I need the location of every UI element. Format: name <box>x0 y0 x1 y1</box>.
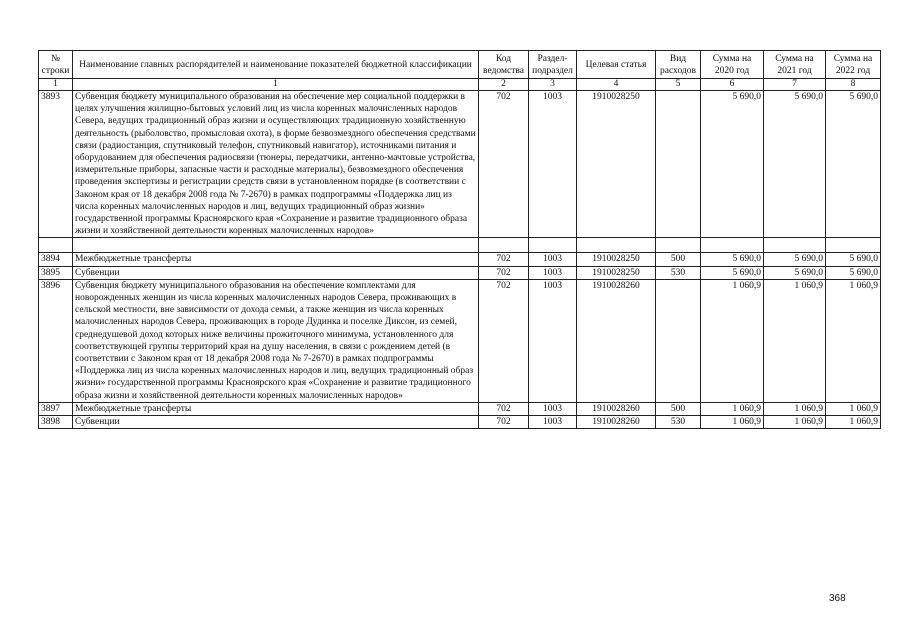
row-name: Субвенции <box>73 416 479 429</box>
row-expense-type <box>656 91 701 238</box>
header-section: Раздел-подраздел <box>529 51 577 79</box>
row-name: Субвенция бюджету муниципального образования на обеспечение мер социальной поддержки в целях улучшения жилищно-бытовых условий лиц из числа коренных малочисленных народов Севера, ведущих традиционный образ жизни и осуществляющих традиционную хозяйственную деятельность (рыболовство, промысловая охота), в форме безвозмездного обеспечения средствами связи (радиостанция, спутниковый телефон, спутниковый навигатор), источниками питания и оборудованием для обеспечения радиосвязи (тюнеры, передатчики, антенно-мачтовые устройства, измерительные приборы, запасные части и расходные материалы), безвозмездного обеспечения проведения экспертизы и регистрации средств связи в установленном порядке (в соответствии с Законом края от 18 декабря 2008 года № 7-2670) в рамках подпрограммы «Поддержка лиц из числа коренных малочисленных народов и лиц, ведущих традиционный образ жизни» государственной программы Красноярского края «Сохранение и развитие традиционного образа жизни и хозяйственной деятельности коренных малочисленных народов» <box>73 91 479 238</box>
table-gap-row <box>39 238 881 253</box>
row-number: 3894 <box>39 253 73 266</box>
row-target: 1910028260 <box>577 279 656 402</box>
row-name: Субвенция бюджету муниципального образования на обеспечение комплектами для новорожденных женщин из числа коренных малочисленных народов Севера, проживающих в сельской местности, вне зависимости от дохода семьи, а также женщин из числа коренных малочисленных народов Севера, проживающих в городе Дудинка и поселке Диксон, из семей, среднедушевой доход которых ниже величины прожиточного минимума, установленного для соответствующей группы территорий края на душу населения, в связи с рождением детей (в соответствии с Законом края от 18 декабря 2008 года № 7-2670) в рамках подпрограммы «Поддержка лиц из числа коренных малочисленных народов и лиц, ведущих традиционный образ жизни» государственной программы Красноярского края «Сохранение и развитие традиционного образа жизни и хозяйственной деятельности коренных малочисленных народов» <box>73 279 479 402</box>
row-sum-2022: 1 060,9 <box>826 279 881 402</box>
row-sum-2022: 5 690,0 <box>826 253 881 266</box>
row-sum-2020: 5 690,0 <box>701 91 764 238</box>
column-number: 3 <box>529 79 577 91</box>
row-expense-type: 500 <box>656 253 701 266</box>
table-row <box>39 253 881 266</box>
page-number: 368 <box>829 593 846 604</box>
header-sum-2020: Сумма на 2020 год <box>701 51 764 79</box>
row-sum-2020: 1 060,9 <box>701 402 764 415</box>
row-sum-2021: 5 690,0 <box>764 253 826 266</box>
row-sum-2021: 1 060,9 <box>764 402 826 415</box>
row-dept-code: 702 <box>479 91 529 238</box>
column-number: 2 <box>479 79 529 91</box>
row-section: 1003 <box>529 253 577 266</box>
header-dept-code: Код ведомства <box>479 51 529 79</box>
column-number: 7 <box>764 79 826 91</box>
table-row <box>39 279 881 402</box>
row-section: 1003 <box>529 266 577 279</box>
header-row-no: № строки <box>39 51 73 79</box>
row-expense-type: 530 <box>656 266 701 279</box>
row-name: Межбюджетные трансферты <box>73 253 479 266</box>
table-row <box>39 266 881 279</box>
row-target: 1910028250 <box>577 91 656 238</box>
row-name: Субвенции <box>73 266 479 279</box>
header-expense-type: Вид расходов <box>656 51 701 79</box>
row-section: 1003 <box>529 416 577 429</box>
row-expense-type: 500 <box>656 402 701 415</box>
column-number: 8 <box>826 79 881 91</box>
table-header <box>39 51 881 79</box>
row-number: 3898 <box>39 416 73 429</box>
header-sum-2021: Сумма на 2021 год <box>764 51 826 79</box>
row-sum-2020: 5 690,0 <box>701 266 764 279</box>
column-number: 1 <box>39 79 73 91</box>
row-dept-code: 702 <box>479 266 529 279</box>
table-row <box>39 91 881 238</box>
column-number: 4 <box>577 79 656 91</box>
row-sum-2020: 1 060,9 <box>701 416 764 429</box>
row-number: 3895 <box>39 266 73 279</box>
column-number: 5 <box>656 79 701 91</box>
table-row <box>39 402 881 415</box>
header-target: Целевая статья <box>577 51 656 79</box>
row-sum-2020: 5 690,0 <box>701 253 764 266</box>
row-section: 1003 <box>529 91 577 238</box>
row-dept-code: 702 <box>479 402 529 415</box>
row-dept-code: 702 <box>479 253 529 266</box>
row-sum-2020: 1 060,9 <box>701 279 764 402</box>
budget-table <box>38 50 881 429</box>
row-number: 3896 <box>39 279 73 402</box>
row-sum-2022: 1 060,9 <box>826 402 881 415</box>
row-sum-2021: 1 060,9 <box>764 416 826 429</box>
column-number: 1 <box>73 79 479 91</box>
header-sum-2022: Сумма на 2022 год <box>826 51 881 79</box>
row-target: 1910028250 <box>577 253 656 266</box>
row-dept-code: 702 <box>479 279 529 402</box>
row-dept-code: 702 <box>479 416 529 429</box>
column-numbers-row <box>39 79 881 91</box>
row-section: 1003 <box>529 402 577 415</box>
row-number: 3897 <box>39 402 73 415</box>
row-expense-type: 530 <box>656 416 701 429</box>
row-target: 1910028260 <box>577 416 656 429</box>
row-expense-type <box>656 279 701 402</box>
row-sum-2021: 5 690,0 <box>764 91 826 238</box>
row-target: 1910028260 <box>577 402 656 415</box>
row-name: Межбюджетные трансферты <box>73 402 479 415</box>
table-row <box>39 416 881 429</box>
row-sum-2021: 1 060,9 <box>764 279 826 402</box>
row-number: 3893 <box>39 91 73 238</box>
column-number: 6 <box>701 79 764 91</box>
row-sum-2022: 5 690,0 <box>826 266 881 279</box>
header-name: Наименование главных распорядителей и наименование показателей бюджетной классификации <box>73 51 479 79</box>
row-sum-2022: 1 060,9 <box>826 416 881 429</box>
row-sum-2022: 5 690,0 <box>826 91 881 238</box>
row-target: 1910028250 <box>577 266 656 279</box>
row-section: 1003 <box>529 279 577 402</box>
row-sum-2021: 5 690,0 <box>764 266 826 279</box>
